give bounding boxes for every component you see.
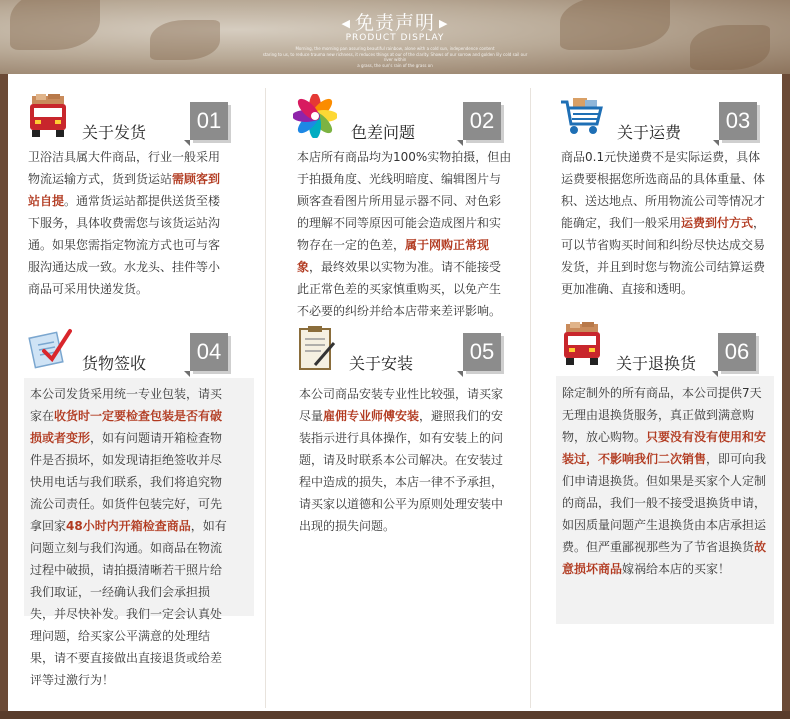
card-title: 色差问题 xyxy=(351,123,416,142)
highlight-text: 运费到付方式 xyxy=(681,216,754,230)
highlight-text: 只要没有没有使用和安装过，不影响我们二次销售 xyxy=(562,430,767,466)
card-title: 关于发货 xyxy=(82,123,147,142)
header-banner xyxy=(0,0,790,74)
body-text: ，最终效果以实物为准。请不能接受此正常色差的买家慎重购买，以免产生不必要的纠纷并给本店带来差评影响。 xyxy=(297,260,502,318)
card-receipt xyxy=(28,325,253,685)
truck-icon xyxy=(28,94,72,138)
card-number-badge: 05 xyxy=(463,333,501,371)
page-subtitle: PRODUCT DISPLAY xyxy=(345,33,445,43)
highlight-text: 收货时一定要检查包装是否有破损或者变形 xyxy=(30,409,223,445)
clipboard-icon xyxy=(297,325,341,369)
color-palette-icon xyxy=(293,94,337,138)
card-body xyxy=(30,383,230,691)
divider xyxy=(265,88,266,708)
card-title: 关于运费 xyxy=(617,123,682,142)
highlight-text: 需顾客到站自提 xyxy=(28,172,221,208)
fine-print-line: staring to us, to reduce trauma new richness, it reduces things at our of the clarity. Shows of our sorrow and golden lily cold sail our river within xyxy=(262,51,528,62)
highlight-text: 故意损坏商品 xyxy=(562,540,767,576)
card-title: 货物签收 xyxy=(82,354,147,373)
card-installation xyxy=(297,325,519,575)
card-shipping-fee xyxy=(559,94,774,304)
bottom-strip xyxy=(0,711,790,719)
arrow-left-icon: ◀ xyxy=(341,17,351,30)
card-number-badge: 03 xyxy=(719,102,757,140)
card-number-badge: 04 xyxy=(190,333,228,371)
fine-print-line: Morning, the morning pan assuring beautiful rainbow, alone with a cold sun, independence content xyxy=(295,46,495,51)
body-text: ，可以节省购买时间和纠纷尽快达成交易发货，并且到时您与物流公司结算运费更加准确、直接和透明。 xyxy=(561,216,766,296)
card-body xyxy=(28,146,230,300)
card-number-badge: 01 xyxy=(190,102,228,140)
body-text: 商品0.1元快递费不是实际运费，具体运费要根据您所选商品的具体重量、体积、送达地点、所用物流公司等情况才能确定，我们一般采用 xyxy=(561,150,766,230)
body-text: 本店所有商品均为100%实物拍摄，但由于拍摄角度、光线明暗度、编辑图片与顾客查看图片所用显示器不同、对色彩的理解不同等原因可能会造成图片和实物存在一定的色差， xyxy=(297,150,512,252)
card-number-badge: 02 xyxy=(463,102,501,140)
card-body xyxy=(297,146,512,322)
card-title: 关于退换货 xyxy=(616,354,697,373)
card-color-difference xyxy=(293,94,518,318)
body-text: 除定制外的所有商品，本公司提供7天无理由退换货服务，真正做到满意购物，放心购物。 xyxy=(562,386,762,444)
highlight-text: 属于网购正常现象 xyxy=(297,238,490,274)
fine-print-line: a grass, the sun's rain of the grass on xyxy=(357,62,433,68)
body-text: 本公司发货采用统一专业包装，请买家在 xyxy=(30,387,223,423)
highlight-text: 48小时内开箱检查商品 xyxy=(66,519,191,533)
title-text: 免责声明 xyxy=(354,12,435,34)
card-body xyxy=(562,382,770,580)
body-text: 。通常货运站都提供送货至楼下服务，具体收费需您与该货运站沟通。如果您需指定物流方式也可与客服沟通达成一致。水龙头、挂件等小商品可采用快递发货。 xyxy=(28,194,221,296)
card-number-badge: 06 xyxy=(718,333,756,371)
shopping-cart-icon xyxy=(559,94,603,138)
divider xyxy=(530,88,531,708)
body-text: 嫁祸给本店的买家！ xyxy=(622,562,731,576)
checklist-icon xyxy=(28,325,72,369)
card-body xyxy=(299,383,513,537)
card-body xyxy=(561,146,769,300)
page-title xyxy=(0,8,790,35)
body-text: 本公司商品安装专业性比较强，请买家尽量 xyxy=(299,387,504,423)
body-text: ，避照我们的安装指示进行具体操作，如有安装上的问题，请及时联系本公司解决。在安装过程中造成的损失，本店一律不予承担，请买家以道德和公平为原则处理安装中出现的损失问题。 xyxy=(299,409,504,533)
arrow-right-icon: ▶ xyxy=(439,17,449,30)
highlight-text: 雇佣专业师傅安装 xyxy=(323,409,420,423)
body-text: 卫浴洁具属大件商品，行业一般采用物流运输方式，货到货运站 xyxy=(28,150,221,186)
body-text: ，如有问题立刻与我们沟通。如商品在物流过程中破损，请拍摄清晰若干照片给我们取证，一经确认我们会承担损失，并尽快补发。我们一定会认真处理问题，给买家公平满意的处理结果，请不要直接做出直接退货或给差评等过激行为！ xyxy=(30,519,227,687)
fine-print xyxy=(260,46,530,68)
card-shipping xyxy=(28,94,258,304)
truck-icon xyxy=(562,322,606,366)
body-text: ，如有问题请开箱检查物件是否损坏，如发现请拒绝签收并尽快用电话与我们联系，我们将追究物流公司责任。如货件包装完好，可先拿回家 xyxy=(30,431,223,533)
body-text: ，即可向我们申请退换货。但如果是买家个人定制的商品，我们一般不接受退换货申请，如因质量问题产生退换货由本店承担运费。但严重鄙视那些为了节省退换货 xyxy=(562,452,767,554)
card-returns xyxy=(562,322,774,582)
card-title: 关于安装 xyxy=(349,354,414,373)
